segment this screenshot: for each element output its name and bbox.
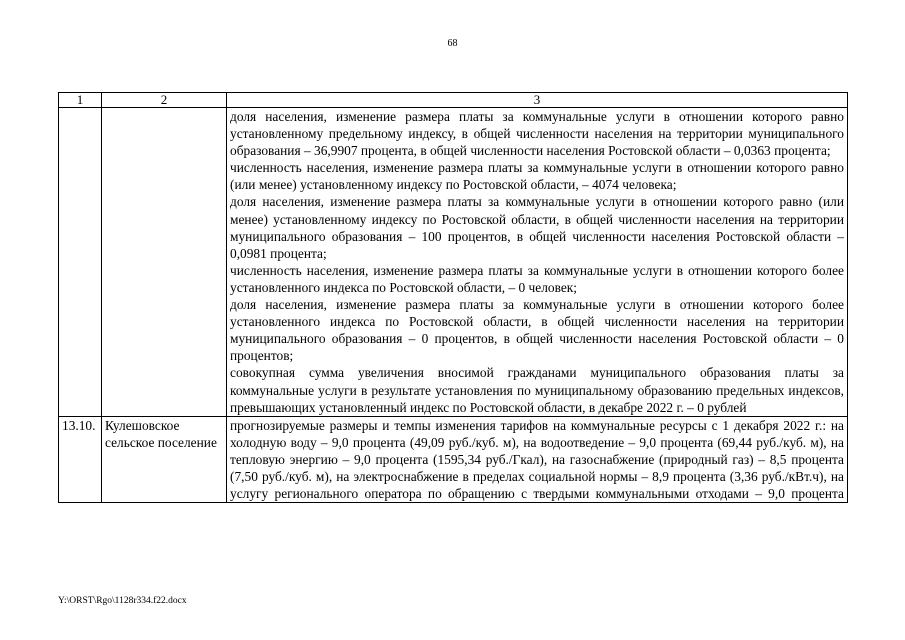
paragraph-share-more: доля населения, изменение размера платы за коммунальные услуги в отношении которого более установленного индекса по Ростовской области, в общей численности населения на территории муниципального образования – 0 процентов, в общей численности населения Ростовской области – 0 процентов; [230,297,844,364]
row-number-cell [59,108,102,417]
file-path-footer: Y:\ORST\Rgo\1128r334.f22.docx [58,596,187,606]
paragraph-count-more: численность населения, изменение размера платы за коммунальные услуги в отношении которого более установленного индекса по Ростовской области, – 0 человек; [230,262,844,295]
header-col-1: 1 [59,93,102,108]
paragraph-tariff-forecast: прогнозируемые размеры и темпы изменения тарифов на коммунальные ресурсы с 1 декабря 2022 г.: на холодную воду – 9,0 процента (49,09 руб./куб. м), на водоотведение – 9,0 процента (69,44 руб./куб. м), на тепловую энергию – 9,0 процента (1595,34 руб./Гкал), на газоснабжение (природный газ) – 8,5 процента (7,50 руб./куб. м), на электроснабжение в пределах социальной нормы – 8,9 процента (3,36 руб./кВт.ч), на услугу регионального оператора по обращению с твердыми коммунальными отходами – 9,0 процента [230,417,844,502]
table-row-continuation [59,108,848,417]
row-number-cell: 13.10. [59,416,102,502]
paragraph-share-equal-index: доля населения, изменение размера платы за коммунальные услуги в отношении которого равно установленному предельному индексу, в общей численности населения на территории муниципального образования – 36,9907 процента, в общей численности населения Ростовской области – 0,0363 процента; [230,109,844,159]
paragraph-share-equal-or-less: доля населения, изменение размера платы за коммунальные услуги в отношении которого равно (или менее) установленному индексу по Ростовской области, в общей численности населения на территории муниципального образования – 100 процентов, в общей численности населения Ростовской области – 0,0981 процента; [230,194,844,261]
paragraph-count-equal-or-less: численность населения, изменение размера платы за коммунальные услуги в отношении которого равно (или менее) установленному индексу по Ростовской области, – 4074 человека; [230,160,844,193]
page-number: 68 [447,38,458,49]
header-col-3: 3 [227,93,848,108]
description-cell [227,108,848,417]
paragraph-total-increase: совокупная сумма увеличения вносимой гражданами муниципального образования платы за коммунальные услуги в результате установления по муниципальному образованию предельных индексов, превышающих установленный индекс по Ростовской области, в декабре 2022 г. – 0 рублей [230,365,844,415]
header-col-2: 2 [102,93,227,108]
table-row-13-10 [59,416,848,502]
settlement-name-cell [102,108,227,417]
tariff-table [58,92,848,503]
table-header-row [59,93,848,108]
settlement-name-cell: Кулешовское сельское поселение [102,416,227,502]
description-cell [227,416,848,502]
